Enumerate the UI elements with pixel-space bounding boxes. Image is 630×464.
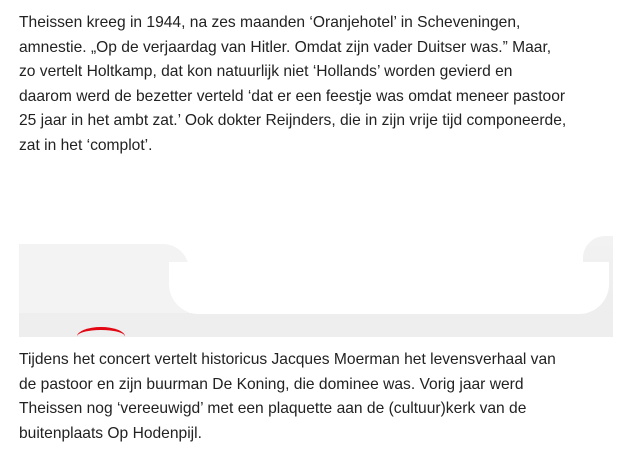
paragraph-line: zo vertelt Holtkamp, dat kon natuurlijk niet ‘Hollands’ worden gevierd en xyxy=(19,63,513,80)
media-shape xyxy=(169,262,609,314)
paragraph-line: daarom werd de bezetter verteld ‘dat er een feestje was omdat meneer pastoor xyxy=(19,87,566,105)
article-paragraph xyxy=(19,11,619,158)
media-shape xyxy=(19,244,189,316)
paragraph-line: zat in het ‘complot’. xyxy=(19,136,153,154)
embedded-media-placeholder[interactable] xyxy=(19,172,613,337)
paragraph-line: 25 jaar in het ambt zat.’ Ook dokter Reijnders, die in zijn vrije tijd componeerde, xyxy=(19,112,567,129)
article-paragraph xyxy=(19,348,619,446)
paragraph-line: buitenplaats Op Hodenpijl. xyxy=(19,424,202,442)
paragraph-line: amnestie. „Op de verjaardag van Hitler. Omdat zijn vader Duitser was.” Maar, xyxy=(19,38,552,56)
paragraph-line: Tijdens het concert vertelt historicus Jacques Moerman het levensverhaal van xyxy=(19,351,556,368)
paragraph-line: Theissen nog ‘vereeuwigd’ met een plaquette aan de (cultuur)kerk van de xyxy=(19,400,527,417)
paragraph-line: de pastoor en zijn buurman De Koning, die dominee was. Vorig jaar werd xyxy=(19,375,524,393)
paragraph-line: Theissen kreeg in 1944, na zes maanden ‘Oranjehotel’ in Scheveningen, xyxy=(19,14,521,31)
